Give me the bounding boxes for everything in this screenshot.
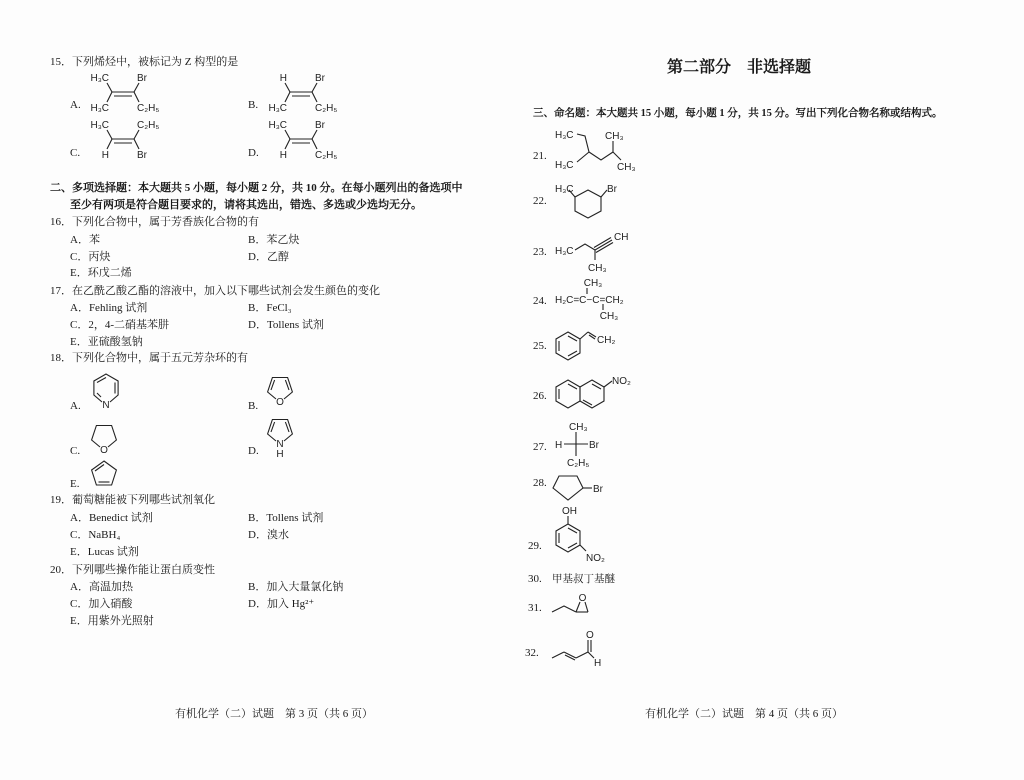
methyl-label: CH₃ xyxy=(599,311,619,322)
q17-option-a: A．Fehling 试剂 xyxy=(70,302,148,314)
section-2-instructions: 至少有两项是符合题目要求的，请将其选出，错选、多选或少选均无分。 xyxy=(70,199,422,211)
q18-option-c-label: C. xyxy=(70,445,81,457)
right-page-footer: 有机化学（二）试题 第 4 页（共 6 页） xyxy=(645,708,843,720)
section-3-heading: 三、命名题：本大题共 15 小题，每小题 1 分，共 15 分。写出下列化合物名称或结构式。 xyxy=(533,108,943,119)
furan-structure xyxy=(262,372,298,408)
q31-number: 31. xyxy=(528,602,542,614)
q18-option-b-label: B. xyxy=(248,400,259,412)
q26-number: 26. xyxy=(533,390,547,402)
q20-option-d: D．加入 Hg²⁺ xyxy=(248,598,315,610)
methyl-label: CH₃ xyxy=(588,263,607,274)
q26-structure xyxy=(552,372,647,414)
question-20-stem: 20．下列哪些操作能让蛋白质变性 xyxy=(50,564,215,576)
methyl-label: H₃C xyxy=(555,184,574,195)
q15-option-c-label: C. xyxy=(70,147,81,159)
q28-number: 28. xyxy=(533,477,547,489)
q22-structure xyxy=(555,180,645,230)
q19-option-d: D．溴水 xyxy=(248,529,289,541)
left-page-footer: 有机化学（二）试题 第 3 页（共 6 页） xyxy=(175,708,373,720)
nitrogen-atom-label: N xyxy=(102,400,110,411)
hydroxyl-label: OH xyxy=(562,506,577,517)
q18-option-a-label: A. xyxy=(70,400,81,412)
q15-option-a-label: A. xyxy=(70,99,81,111)
q29-structure xyxy=(550,504,620,566)
q24-structure xyxy=(555,276,650,326)
substituent-label: H xyxy=(279,150,287,161)
q28-structure xyxy=(550,470,620,506)
substituent-label: Br xyxy=(315,120,325,131)
q17-option-d: D．Tollens 试剂 xyxy=(248,319,324,331)
alkene-structure xyxy=(88,117,170,161)
substituent-label: H₃C xyxy=(268,120,287,131)
oxygen-atom-label: O xyxy=(100,445,108,456)
substituent-label: H₃C xyxy=(268,103,287,114)
substituent-label: C₂H₅ xyxy=(137,120,160,131)
methyl-label: CH₃ xyxy=(617,162,636,173)
q21-number: 21. xyxy=(533,150,547,162)
q25-structure xyxy=(552,328,622,364)
q27-number: 27. xyxy=(533,441,547,453)
bromine-label: Br xyxy=(607,184,617,195)
q19-option-a: A．Benedict 试剂 xyxy=(70,512,153,524)
alkene-structure xyxy=(88,70,170,114)
nitrogen-atom-label: N xyxy=(276,439,284,450)
q17-option-c: C．2，4-二硝基苯肼 xyxy=(70,319,169,331)
q16-option-e: E．环戊二烯 xyxy=(70,267,132,279)
q16-option-c: C．丙炔 xyxy=(70,251,111,263)
q17-option-b: B．FeCl₃ xyxy=(248,302,292,314)
nitro-group-label: NO₂ xyxy=(612,376,631,387)
substituent-label: C₂H₅ xyxy=(137,103,160,114)
q32-structure xyxy=(550,628,620,668)
substituent-label: C₂H₅ xyxy=(315,150,338,161)
cyclopentadiene-structure xyxy=(86,458,122,490)
alkene-structure xyxy=(266,117,348,161)
methyl-label: CH₃ xyxy=(569,422,588,433)
aldehyde-hydrogen-label: H xyxy=(594,658,602,669)
oxygen-atom-label: O xyxy=(276,397,284,408)
diene-chain-label: H₂C=C−C=CH₂ xyxy=(555,295,624,306)
methyl-label: CH₃ xyxy=(583,278,603,289)
substituent-label: C₂H₅ xyxy=(315,103,338,114)
methyl-label: H₃C xyxy=(555,160,574,171)
substituent-label: H xyxy=(279,73,287,84)
methylene-label: CH₂ xyxy=(597,335,616,346)
q32-number: 32. xyxy=(525,647,539,659)
oxygen-atom-label: O xyxy=(578,593,587,604)
q15-option-d-label: D. xyxy=(248,147,259,159)
q27-structure-fischer xyxy=(555,420,625,470)
substituent-label: Br xyxy=(137,150,147,161)
substituent-label: H₃C xyxy=(90,73,109,84)
q30-number: 30. xyxy=(528,573,542,585)
q22-number: 22. xyxy=(533,195,547,207)
methyl-label: H₃C xyxy=(555,246,574,257)
q20-option-c: C．加入硝酸 xyxy=(70,598,133,610)
q20-option-b: B．加入大量氯化钠 xyxy=(248,581,344,593)
substituent-label: H₃C xyxy=(90,120,109,131)
q20-option-e: E．用紫外光照射 xyxy=(70,615,154,627)
q15-option-b-label: B. xyxy=(248,99,259,111)
q21-structure xyxy=(555,126,645,178)
substituent-label: H xyxy=(101,150,109,161)
ethyl-label: C₂H₅ xyxy=(567,458,590,469)
question-15-stem: 15．下列烯烃中，被标记为 Z 构型的是 xyxy=(50,56,239,68)
pyrrole-structure xyxy=(262,414,298,458)
question-17-stem: 17．在乙酰乙酸乙酯的溶液中，加入以下哪些试剂会发生颜色的变化 xyxy=(50,285,380,297)
q19-option-c: C．NaBH₄ xyxy=(70,529,121,541)
q30-compound-name: 甲基叔丁基醚 xyxy=(552,573,615,585)
q16-option-d: D．乙醇 xyxy=(248,251,289,263)
question-19-stem: 19．葡萄糖能被下列哪些试剂氧化 xyxy=(50,494,215,506)
hydrogen-label: H xyxy=(555,440,563,451)
pyridine-structure xyxy=(88,368,124,412)
substituent-label: Br xyxy=(137,73,147,84)
oxygen-atom-label: O xyxy=(586,630,594,641)
q19-option-e: E．Lucas 试剂 xyxy=(70,546,139,558)
q23-structure xyxy=(555,228,645,278)
q25-number: 25. xyxy=(533,340,547,352)
hydrogen-atom-label: H xyxy=(276,449,284,460)
part-2-title: 第二部分 非选择题 xyxy=(667,57,812,76)
alkene-structure xyxy=(266,70,348,114)
q29-number: 29. xyxy=(528,540,542,552)
q20-option-a: A．高温加热 xyxy=(70,581,133,593)
question-18-stem: 18．下列化合物中，属于五元芳杂环的有 xyxy=(50,352,248,364)
alkyne-ch-label: CH xyxy=(614,232,629,243)
substituent-label: H₃C xyxy=(90,103,109,114)
nitro-group-label: NO₂ xyxy=(586,553,605,564)
methyl-label: H₃C xyxy=(555,130,574,141)
q19-option-b: B．Tollens 试剂 xyxy=(248,512,324,524)
question-16-stem: 16．下列化合物中，属于芳香族化合物的有 xyxy=(50,216,259,228)
q24-number: 24. xyxy=(533,295,547,307)
q18-option-e-label: E. xyxy=(70,478,80,490)
q16-option-b: B．苯乙炔 xyxy=(248,234,300,246)
q18-option-d-label: D. xyxy=(248,445,259,457)
bromine-label: Br xyxy=(589,440,599,451)
q31-structure xyxy=(550,590,610,620)
q23-number: 23. xyxy=(533,246,547,258)
methyl-label: CH₃ xyxy=(605,131,624,142)
bromine-label: Br xyxy=(593,484,603,495)
q16-option-a: A．苯 xyxy=(70,234,100,246)
tetrahydrofuran-structure xyxy=(86,420,122,456)
section-2-heading: 二、多项选择题：本大题共 5 小题，每小题 2 分，共 10 分。在每小题列出的备选项中 xyxy=(50,182,463,194)
q17-option-e: E．亚硫酸氢钠 xyxy=(70,336,143,348)
substituent-label: Br xyxy=(315,73,325,84)
